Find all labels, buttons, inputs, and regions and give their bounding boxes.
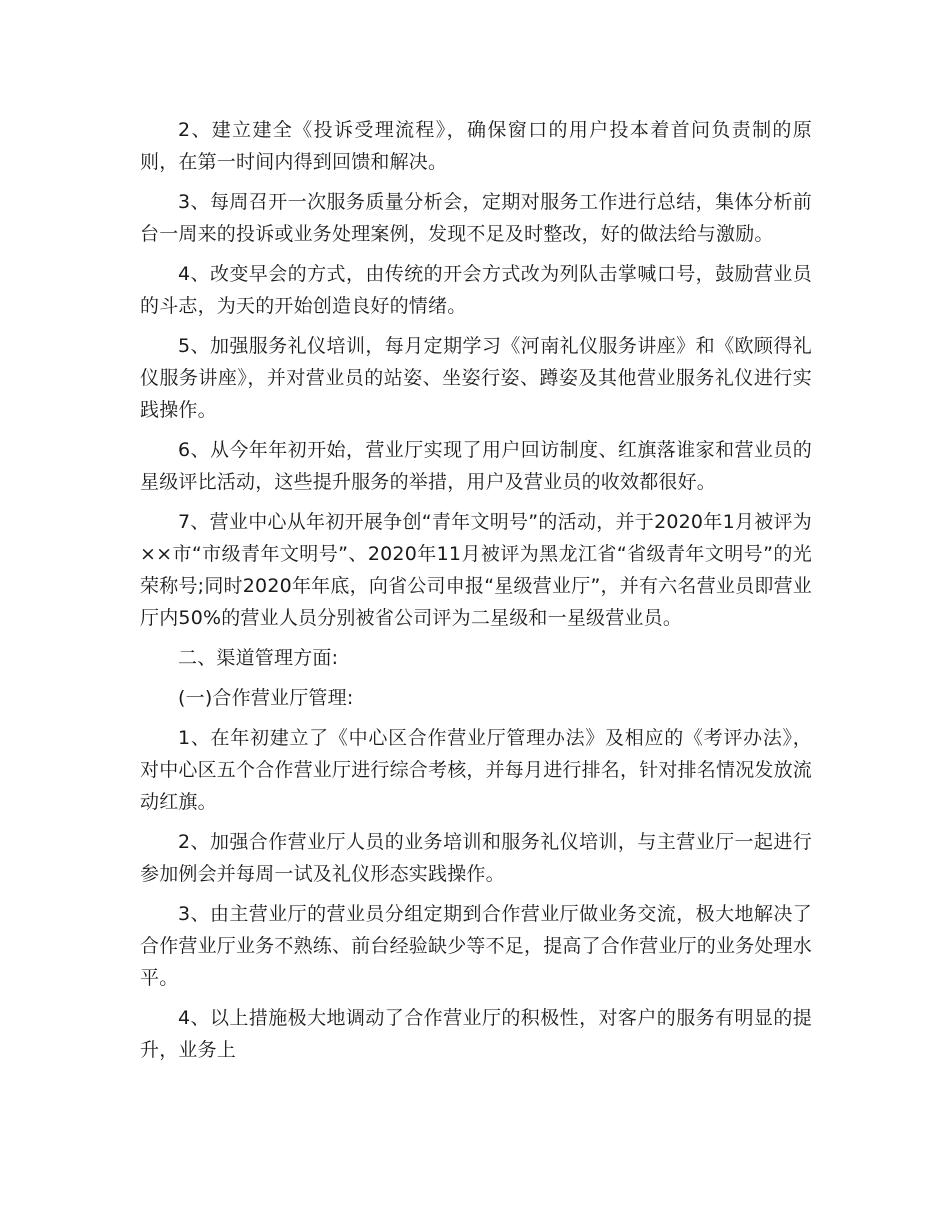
paragraph-service-complaint-process: 2、建立建全《投诉受理流程》，确保窗口的用户投本着首问负责制的原则，在第一时间内得到回馈和解决。 [140, 119, 812, 173]
section-heading-channel-management: 二、渠道管理方面: [178, 647, 339, 669]
paragraph-star-rating: 6、从今年年初开始，营业厅实现了用户回访制度、红旗落谁家和营业员的星级评比活动，这些提升服务的举措，用户及营业员的收效都很好。 [140, 439, 812, 493]
paragraph-partner-motivation: 4、以上措施极大地调动了合作营业厅的积极性，对客户的服务有明显的提升，业务上 [140, 1007, 812, 1061]
paragraph-youth-civilization: 7、营业中心从年初开展争创“青年文明号”的活动，并于2020年1月被评为××市“市级青年文明号”、2020年11月被评为黑龙江省“省级青年文明号”的光荣称号;同时2020年年底，向省公司申报“星级营业厅”，并有六名营业员即营业厅内50%的营业人员分别被省公司评为二星级和一星级营业员。 [140, 511, 812, 629]
paragraph-weekly-quality-meeting: 3、每周召开一次服务质量分析会，定期对服务工作进行总结，集体分析前台一周来的投诉或业务处理案例，发现不足及时整改，好的做法给与激励。 [140, 191, 812, 245]
paragraph-staff-exchange: 3、由主营业厅的营业员分组定期到合作营业厅做业务交流，极大地解决了合作营业厅业务不熟练、前台经验缺少等不足，提高了合作营业厅的业务处理水平。 [140, 903, 813, 989]
paragraph-etiquette-training: 5、加强服务礼仪培训，每月定期学习《河南礼仪服务讲座》和《欧顾得礼仪服务讲座》，并对营业员的站姿、坐姿行姿、蹲姿及其他营业服务礼仪进行实践操作。 [140, 335, 812, 421]
paragraph-partner-training: 2、加强合作营业厅人员的业务培训和服务礼仪培训，与主营业厅一起进行参加例会并每周一试及礼仪形态实践操作。 [140, 831, 812, 885]
paragraph-morning-meeting: 4、改变早会的方式，由传统的开会方式改为列队击掌喊口号，鼓励营业员的斗志，为天的开始创造良好的情绪。 [140, 263, 812, 317]
document-body [140, 114, 812, 1074]
subsection-heading-partner-hall: (一)合作营业厅管理: [178, 687, 354, 709]
paragraph-partner-hall-rules: 1、在年初建立了《中心区合作营业厅管理办法》及相应的《考评办法》，对中心区五个合作营业厅进行综合考核，并每月进行排名，针对排名情况发放流动红旗。 [140, 727, 813, 813]
